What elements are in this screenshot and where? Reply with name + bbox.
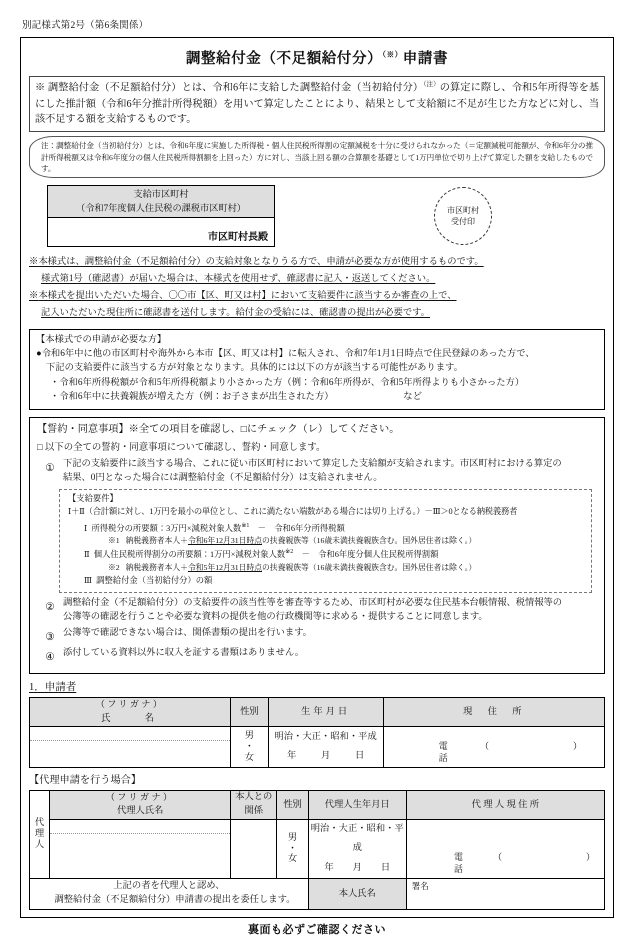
applicant-dob-month: 月 bbox=[320, 751, 331, 762]
header-applicant-name-label: 氏 名 bbox=[101, 713, 160, 724]
applicant-sex-separator: ・ bbox=[244, 741, 255, 752]
municipality-header-line-1: 支給市区町村 bbox=[133, 189, 189, 200]
stamp-area bbox=[275, 185, 605, 245]
header-applicant-sex: 性別 bbox=[231, 698, 268, 727]
agent-name-input[interactable] bbox=[50, 819, 231, 879]
header-agent-relation-line-1: 本人との bbox=[235, 791, 273, 802]
header-applicant-address: 現 住 所 bbox=[383, 698, 604, 727]
requirement-row-1 bbox=[68, 522, 585, 536]
explanation-box bbox=[29, 76, 605, 132]
requirement-note-2-post: の扶養親族等（16歳未満扶養親族含む。国外居住者は除く。） bbox=[262, 562, 477, 572]
requirement-row-2-sup: ※2 bbox=[285, 549, 294, 556]
requirement-row-2-tail: － 令和6年度分個人住民税所得割額 bbox=[293, 550, 439, 560]
notice-1-text-2: 様式第1号（確認書）が届いた場合は、本様式を使用せず、確認書に記入・返送してください。 bbox=[41, 273, 436, 284]
notice-2-text-1: 本様式を提出いただいた場合、〇〇市【区、町又は村】において支給要件に該当するか審査の上で、 bbox=[38, 290, 457, 301]
pledge-title: 【誓約・同意事項】※全ての項目を確認し、□にチェック（レ）してください。 bbox=[37, 423, 400, 435]
pledge-item-2-number: ② bbox=[45, 601, 55, 613]
agent-dob-year: 年 bbox=[324, 862, 334, 873]
requirement-note-1-pre: 納税義務者本人＋ bbox=[125, 536, 188, 546]
agent-dob-month: 月 bbox=[352, 862, 362, 873]
notice-2-marker: ※ bbox=[29, 290, 39, 301]
header-agent-name-label: 代理人氏名 bbox=[116, 805, 164, 816]
municipality-header bbox=[48, 186, 274, 218]
pledge-agree-checkbox[interactable]: □ 以下の全ての誓約・同意事項について確認し、誓約・同意します。 bbox=[37, 442, 326, 453]
footnote-line-1: 注：調整給付金（当初給付分）とは、令和6年度に実施した所得税・個人住民税所得割の定額減税を十分に受けられなかった（＝定額減税可能 bbox=[41, 141, 522, 151]
requirement-note-2 bbox=[68, 562, 585, 574]
header-agent-relation bbox=[231, 790, 277, 819]
eligibility-title: 【本様式での申請が必要な方】 bbox=[36, 334, 167, 345]
pledge-item-2-line-1: 調整給付金（不足額給付分）の支給要件の該当性等を審査等するため、市区町村が必要な住民基本台帳情報、税情報等の bbox=[63, 597, 562, 608]
municipality-row bbox=[29, 185, 605, 247]
requirement-row-1-sup: ※1 bbox=[241, 522, 250, 529]
requirement-note-2-pre: 納税義務者本人＋ bbox=[125, 562, 188, 572]
header-applicant-name bbox=[30, 698, 231, 727]
agent-tel-label: 電話 bbox=[453, 852, 463, 875]
agent-relation-input[interactable] bbox=[231, 819, 277, 879]
receipt-stamp-icon bbox=[434, 187, 492, 245]
applicant-table-header-row bbox=[30, 698, 605, 727]
explanation-sup: （注） bbox=[423, 81, 440, 89]
requirement-note-1 bbox=[68, 535, 585, 547]
header-agent-relation-line-2: 関係 bbox=[244, 805, 264, 816]
pledge-item-1 bbox=[37, 458, 598, 486]
requirement-row-2 bbox=[68, 548, 585, 562]
agent-tel-parens: （ ） bbox=[493, 852, 618, 863]
requirement-row-1-tail: － 令和6年分所得税額 bbox=[249, 523, 345, 533]
notices bbox=[29, 255, 605, 321]
applicant-sex-male[interactable]: 男 bbox=[244, 731, 255, 742]
municipality-box bbox=[47, 185, 275, 247]
entrust-signature-input[interactable] bbox=[406, 879, 604, 910]
header-agent-name bbox=[50, 790, 231, 819]
entrust-statement bbox=[30, 879, 309, 910]
pledge-item-3 bbox=[37, 627, 598, 646]
receipt-stamp-line-2: 受付印 bbox=[451, 217, 475, 227]
applicant-tel-label: 電話 bbox=[438, 740, 448, 764]
requirement-row-3-roman: Ⅲ bbox=[84, 576, 93, 585]
pledge-item-1-line-2: 結果、0円となった場合には調整給付金（不足額給付分）は支給されません。 bbox=[63, 472, 383, 483]
receipt-stamp-line-1: 市区町村 bbox=[447, 205, 479, 215]
eligibility-bullet-1: ・令和6年所得税額が令和5年所得税額より小さかった方（例：令和6年所得が、令和5年所得よりも小さかった方） bbox=[50, 377, 525, 388]
header-agent-dob: 代理人生年月日 bbox=[308, 790, 406, 819]
applicant-sex-female[interactable]: 女 bbox=[244, 752, 255, 763]
entrust-statement-line-2: 調整給付金（不足額給付分）申請書の提出を委任します。 bbox=[54, 895, 296, 906]
page-title bbox=[29, 50, 605, 70]
entrust-signature-label: 署名 bbox=[411, 881, 429, 892]
notice-1-marker: ※ bbox=[29, 257, 39, 268]
explanation-line-1: ※ 調整給付金（不足額給付分）とは、令和6年に支給した調整給付金（当初給付分） bbox=[35, 82, 424, 94]
header-agent-furigana: （フリガナ） bbox=[105, 792, 175, 803]
notice-1-text-1: 本様式は、調整給付金（不足額給付分）の支給対象となりうる方で、申請が必要な方が使用するものです。 bbox=[38, 257, 484, 268]
applicant-dob-year: 年 bbox=[286, 751, 297, 762]
applicant-tel-row[interactable] bbox=[384, 740, 604, 764]
notice-1-line-2 bbox=[29, 272, 605, 287]
requirement-note-2-label: ※2 bbox=[108, 562, 120, 572]
requirement-row-3-text: 調整給付金（当初給付分）の額 bbox=[96, 576, 213, 585]
agent-vertical-label: 代 理 人 bbox=[30, 790, 50, 878]
pledge-item-1-line-1: 下記の支給要件に該当する場合、これに従い市区町村において算定した支給額が支給されます。市区町村における算定の bbox=[63, 459, 562, 469]
footer-note: 裏面も必ずご確認ください bbox=[248, 924, 386, 937]
notice-1-line-1 bbox=[29, 255, 605, 270]
agent-entrust-row bbox=[30, 879, 605, 910]
pledge-item-3-number: ③ bbox=[45, 631, 55, 643]
agent-section-heading: 【代理申請を行う場合】 bbox=[29, 775, 142, 787]
agent-dob-era[interactable]: 明治・大正・昭和・平成 bbox=[310, 823, 404, 854]
payment-requirements-formula: Ⅰ＋Ⅱ（合計額に対し、1万円を最小の単位とし、これに満たない端数がある場合には切り上げる。）－Ⅲ＞0となる納税義務者 bbox=[68, 506, 518, 516]
agent-dob-day: 日 bbox=[380, 862, 391, 873]
footnote-line-3: 位で切り上げて算定した額を支給したものです。 bbox=[41, 152, 594, 173]
page-title-main: 調整給付金（不足額給付分） bbox=[185, 50, 383, 67]
applicant-table bbox=[29, 697, 605, 768]
requirement-note-1-post: の扶養親族等（16歳未満扶養親族含む。国外居住者は除く。） bbox=[262, 536, 477, 546]
applicant-tel-parens: （ ） bbox=[479, 740, 604, 751]
pledge-box bbox=[29, 417, 605, 675]
eligibility-box bbox=[29, 329, 605, 410]
pledge-item-2-line-2: 公簿等の確認を行うことや必要な資料の提供を他の行政機関等に求める・提供することに同意します。 bbox=[63, 611, 488, 622]
header-agent-address: 代 理 人 現 住 所 bbox=[406, 790, 604, 819]
applicant-table-input-row bbox=[30, 727, 605, 768]
payment-requirements-box bbox=[59, 489, 592, 593]
page-title-tail: 申請書 bbox=[402, 50, 449, 67]
agent-dob-ymd[interactable] bbox=[309, 859, 406, 879]
applicant-dob-input[interactable] bbox=[268, 727, 383, 768]
applicant-dob-ymd[interactable] bbox=[269, 747, 383, 767]
entrust-statement-line-1: 上記の者を代理人と認め、 bbox=[113, 881, 225, 892]
agent-table-input-row bbox=[30, 819, 605, 879]
pledge-item-1-text bbox=[63, 458, 598, 486]
requirement-note-2-underline: 令和5年12月31日時点 bbox=[187, 562, 263, 572]
requirement-row-2-roman: Ⅱ bbox=[84, 550, 90, 560]
requirement-row-1-text: 所得税分の所要額：3万円×減税対象人数 bbox=[91, 523, 242, 533]
header-agent-sex: 性別 bbox=[277, 790, 309, 819]
page-title-sup: （※） bbox=[382, 49, 403, 59]
mayor-label: 市区町村長殿 bbox=[208, 231, 268, 243]
agent-table bbox=[29, 790, 618, 910]
explanation-line-1b: の算定に際し、令和5 bbox=[439, 82, 538, 94]
requirement-row-2-text: 個人住民税所得割分の所要額：1万円×減税対象人数 bbox=[93, 550, 286, 560]
applicant-address-input[interactable] bbox=[383, 727, 604, 768]
agent-sex-input[interactable] bbox=[277, 819, 309, 879]
footnote-box bbox=[29, 136, 605, 178]
explanation-line-2: 年所得等を基にした推計額（令和6年分推計所得税額）を用いて算定したことにより、結果として支給額に不 bbox=[35, 82, 600, 110]
agent-sex-female[interactable]: 女 bbox=[287, 854, 298, 865]
municipality-input-area[interactable] bbox=[48, 218, 274, 246]
agent-tel-row[interactable] bbox=[407, 851, 618, 875]
requirement-note-1-underline: 令和6年12月31日時点 bbox=[187, 536, 263, 546]
municipality-header-line-2: （令和7年度個人住民税の課税市区町村） bbox=[76, 202, 246, 213]
notice-2-line-1 bbox=[29, 289, 605, 304]
eligibility-line-2: 下記の支給要件に該当する方が対象となります。具体的には以下の方が該当する可能性があります。 bbox=[46, 363, 463, 374]
requirement-note-1-label: ※1 bbox=[108, 536, 120, 546]
pledge-item-4 bbox=[37, 647, 598, 666]
applicant-name-divider bbox=[30, 740, 230, 741]
applicant-dob-era[interactable]: 明治・大正・昭和・平成 bbox=[274, 731, 377, 742]
eligibility-bullet-2: ・令和6年中に扶養親族が増えた方（例：お子さまが出生された方） など bbox=[50, 392, 422, 403]
entrust-principal-label: 本人氏名 bbox=[308, 879, 406, 910]
form-code: 別記様式第2号（第6条関係） bbox=[22, 21, 149, 31]
payment-requirements-title: 【支給要件】 bbox=[68, 493, 118, 503]
applicant-dob-day: 日 bbox=[354, 751, 365, 762]
notice-2-line-2 bbox=[29, 306, 605, 321]
document-frame bbox=[20, 37, 618, 919]
applicant-section-heading: 1．申請者 bbox=[29, 682, 77, 694]
explanation-line-3: 足が生じた方などに対し、当該不足する額を支給するものです。 bbox=[35, 98, 599, 126]
agent-table-header-row bbox=[30, 790, 605, 819]
requirement-row-1-roman: Ⅰ bbox=[84, 523, 88, 533]
pledge-item-2 bbox=[37, 597, 598, 625]
agent-name-divider bbox=[50, 833, 230, 834]
pledge-item-2-text bbox=[63, 597, 598, 625]
pledge-item-4-number: ④ bbox=[45, 652, 55, 664]
agent-address-input[interactable] bbox=[406, 819, 618, 879]
header-applicant-dob: 生年月日 bbox=[268, 698, 383, 727]
pledge-item-1-number: ① bbox=[45, 463, 55, 474]
header-applicant-furigana: （フリガナ） bbox=[95, 699, 165, 710]
applicant-name-input[interactable] bbox=[30, 727, 231, 768]
footnote-line-2: 額が、令和6年分の推計所得税額又は令和6年度分の個人住民税所得割額を上回った）方に対し、当該上回る額の合算額を基礎として1万円単 bbox=[41, 141, 594, 162]
agent-sex-separator: ・ bbox=[287, 843, 298, 854]
notice-2-text-2: 記入いただいた現住所に確認書を送付します。給付金の受給には、確認書の提出が必要です。 bbox=[41, 307, 430, 318]
eligibility-line-1: ●令和6年中に他の市区町村や海外から本市【区、町又は村】に転入され、令和7年1月1日時点で住民登録のあった方で、 bbox=[36, 348, 535, 359]
requirement-row-3 bbox=[68, 575, 585, 588]
agent-sex-male[interactable]: 男 bbox=[287, 833, 298, 844]
agent-dob-input[interactable] bbox=[308, 819, 406, 879]
pledge-item-3-text: 公簿等で確認できない場合は、関係書類の提出を行います。 bbox=[63, 627, 312, 638]
applicant-sex-input[interactable] bbox=[231, 727, 268, 768]
pledge-item-4-text: 添付している資料以外に収入を証する書類はありません。 bbox=[63, 648, 304, 659]
